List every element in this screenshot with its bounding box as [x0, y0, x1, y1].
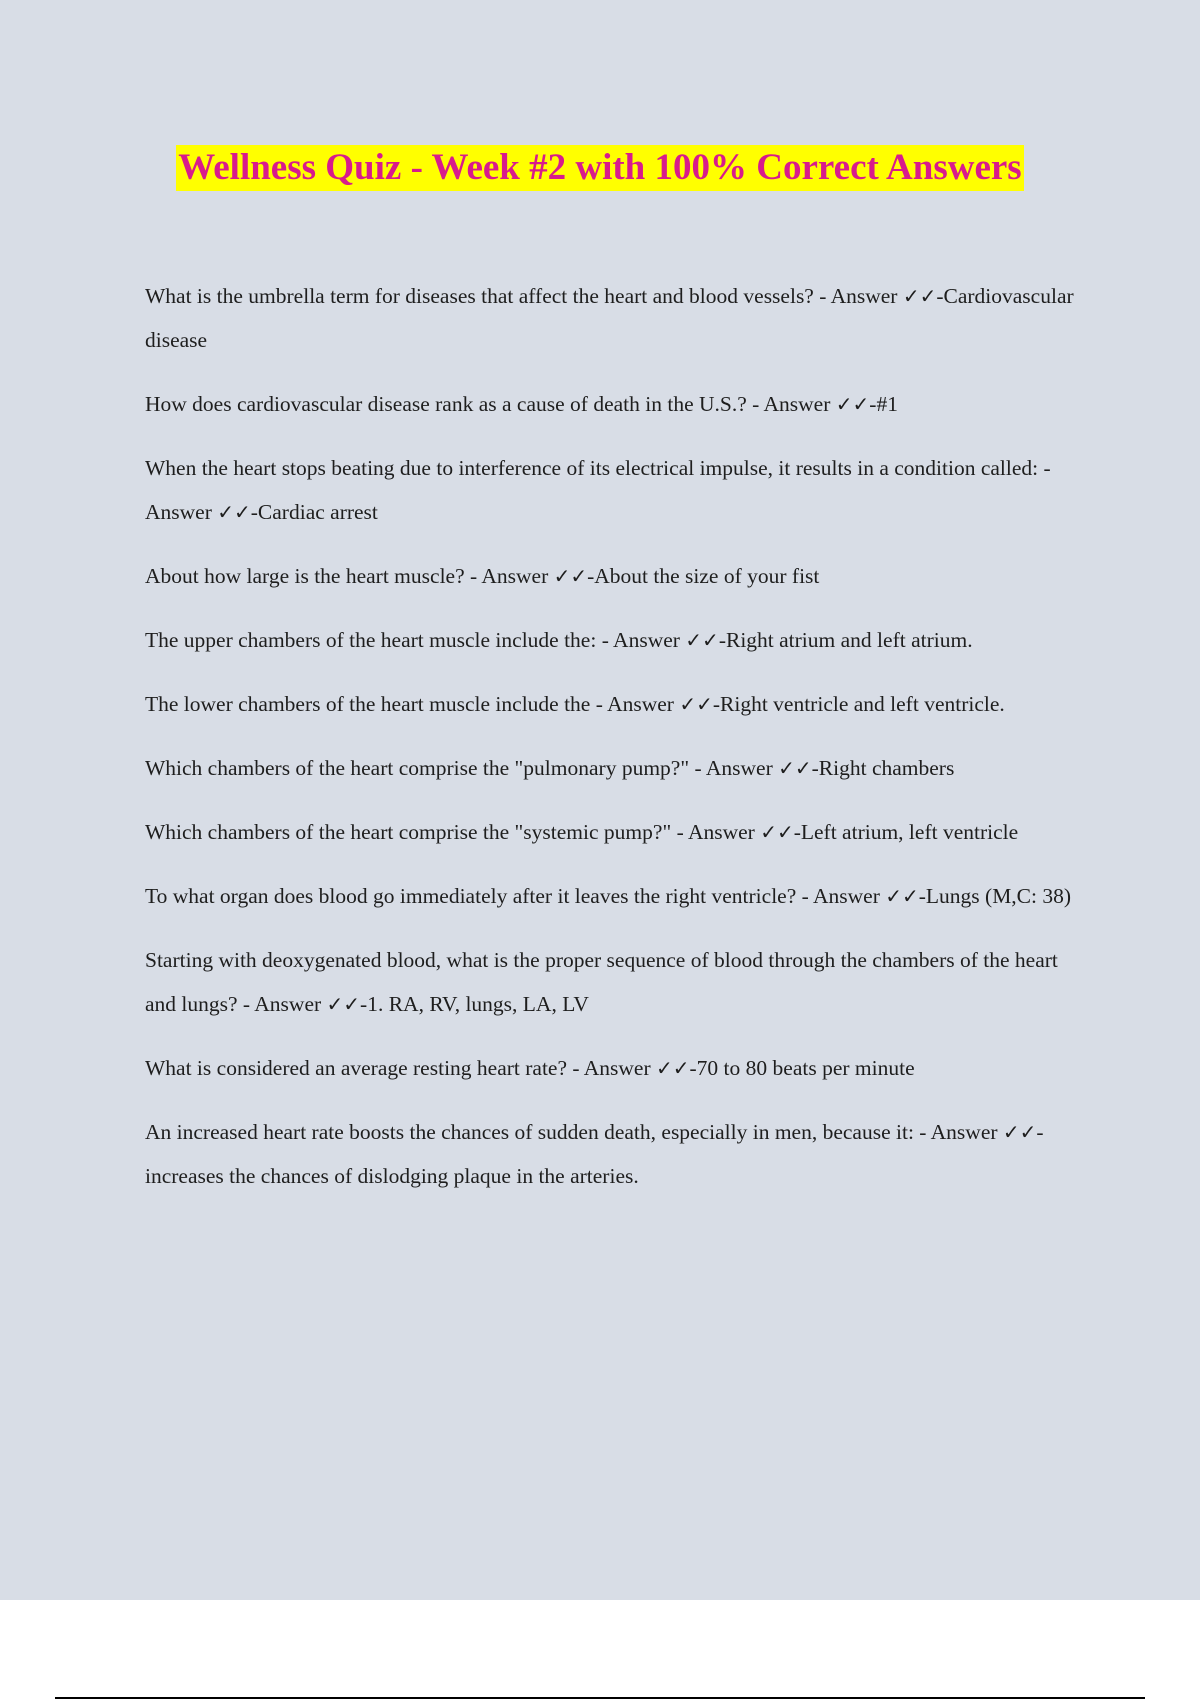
question-text: An increased heart rate boosts the chances of sudden death, especially in men, because it: - [145, 1120, 931, 1144]
answer-text: -increases the chances of dislodging plaque in the arteries. [145, 1120, 1044, 1188]
qa-item [145, 810, 1090, 854]
double-check-icon: ✓✓ [326, 992, 361, 1016]
answer-text: -Right ventricle and left ventricle. [712, 692, 1005, 716]
qa-item [145, 746, 1090, 790]
question-text: What is the umbrella term for diseases that affect the heart and blood vessels? - [145, 284, 831, 308]
answer-text: -Right chambers [811, 756, 955, 780]
page-title: Wellness Quiz - Week #2 with 100% Correct Answers [176, 145, 1023, 191]
answer-label: Answer [812, 884, 886, 908]
qa-item [145, 1110, 1090, 1198]
qa-list [145, 274, 1090, 1218]
question-text: Which chambers of the heart comprise the "pulmonary pump?" - [145, 756, 706, 780]
answer-label: Answer [930, 1120, 1003, 1144]
question-text: The upper chambers of the heart muscle include the: - [145, 628, 614, 652]
double-check-icon: ✓✓ [1002, 1120, 1037, 1144]
question-text: How does cardiovascular disease rank as a cause of death in the U.S.? - [145, 392, 764, 416]
double-check-icon: ✓✓ [760, 820, 794, 844]
question-text: Starting with deoxygenated blood, what is the proper sequence of blood through the chambers of the heart and lungs? - [145, 948, 1058, 1016]
qa-item [145, 938, 1090, 1026]
answer-label: Answer [687, 820, 761, 844]
answer-text: -Cardiac arrest [250, 500, 378, 524]
question-text: When the heart stops beating due to interference of its electrical impulse, it results in a condition called: - [145, 456, 1051, 480]
answer-label: Answer [705, 756, 779, 780]
question-text: About how large is the heart muscle? - [145, 564, 482, 588]
answer-text: -#1 [869, 392, 898, 416]
answer-text: -1. RA, RV, lungs, LA, LV [360, 992, 589, 1016]
answer-label: Answer [254, 992, 327, 1016]
answer-label: Answer [607, 692, 680, 716]
qa-item [145, 682, 1090, 726]
double-check-icon: ✓✓ [656, 1056, 690, 1080]
footer-divider [55, 1697, 1145, 1699]
double-check-icon: ✓✓ [835, 392, 870, 416]
answer-text: -Right atrium and left atrium. [718, 628, 973, 652]
question-text: What is considered an average resting heart rate? - [145, 1056, 584, 1080]
answer-label: Answer [763, 392, 836, 416]
qa-item [145, 554, 1090, 598]
answer-text: -About the size of your fist [587, 564, 820, 588]
question-text: To what organ does blood go immediately after it leaves the right ventricle? - [145, 884, 813, 908]
double-check-icon: ✓✓ [885, 884, 919, 908]
double-check-icon: ✓✓ [778, 756, 812, 780]
double-check-icon: ✓✓ [553, 564, 588, 588]
double-check-icon: ✓✓ [679, 692, 713, 716]
double-check-icon: ✓✓ [902, 284, 937, 308]
qa-item [145, 1046, 1090, 1090]
answer-label: Answer [583, 1056, 656, 1080]
answer-label: Answer [145, 500, 218, 524]
question-text: The lower chambers of the heart muscle include the - [145, 692, 608, 716]
answer-label: Answer [830, 284, 903, 308]
answer-text: -Cardiovascular disease [145, 284, 1074, 352]
qa-item [145, 382, 1090, 426]
double-check-icon: ✓✓ [217, 500, 251, 524]
answer-label: Answer [481, 564, 554, 588]
qa-item [145, 874, 1090, 918]
qa-item [145, 274, 1090, 362]
answer-label: Answer [613, 628, 686, 652]
title-container [0, 145, 1200, 191]
question-text: Which chambers of the heart comprise the "systemic pump?" - [145, 820, 688, 844]
answer-text: -Lungs (M,C: 38) [918, 884, 1072, 908]
double-check-icon: ✓✓ [685, 628, 719, 652]
qa-item [145, 446, 1090, 534]
qa-item [145, 618, 1090, 662]
answer-text: -Left atrium, left ventricle [793, 820, 1019, 844]
answer-text: -70 to 80 beats per minute [689, 1056, 915, 1080]
